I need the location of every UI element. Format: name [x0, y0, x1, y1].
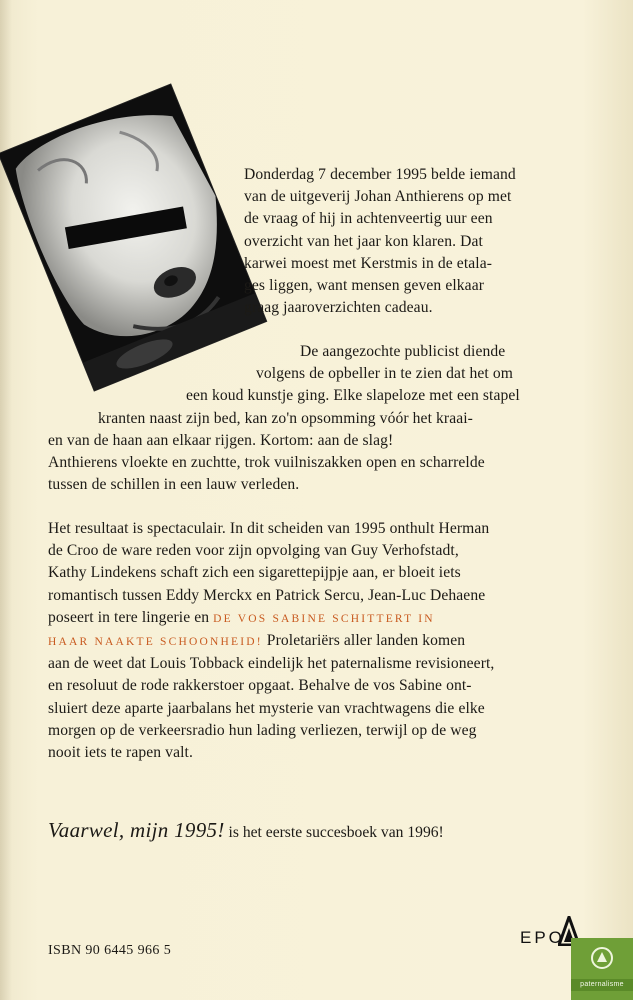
watermark-stamp [571, 938, 633, 1000]
text-line: romantisch tussen Eddy Merckx en Patrick Sercu, Jean-Luc Dehaene [48, 586, 486, 604]
book-title: Vaarwel, mijn 1995! [48, 818, 225, 842]
closing-line [48, 818, 444, 843]
text-line: en resoluut de rode rakkerstoer opgaat. Behalve de vos Sabine ont- [48, 677, 472, 695]
isbn-number: ISBN 90 6445 966 5 [48, 943, 172, 958]
text-line: Kathy Lindekens schaft zich een sigarettepijpje aan, er bloeit iets [48, 564, 461, 582]
text-line: kranten naast zijn bed, kan zo'n opsomming vóór het kraai- [98, 409, 473, 427]
publisher-logo-text: EPO [520, 928, 565, 947]
text-line: en van de haan aan elkaar rijgen. Kortom: aan de slag! [48, 431, 394, 449]
text-line: tussen de schillen in een lauw verleden. [48, 476, 300, 494]
text-line: overzicht van het jaar kon klaren. Dat [244, 232, 483, 250]
text-line: Het resultaat is spectaculair. In dit scheiden van 1995 onthult Herman [48, 520, 490, 537]
stamp-label: paternalisme [571, 979, 633, 991]
text-line: nooit iets te rapen valt. [48, 744, 193, 762]
text-line: Donderdag 7 december 1995 belde iemand [244, 166, 516, 183]
text-line: volgens de opbeller in te zien dat het om [256, 365, 513, 383]
highlighted-phrase: DE VOS SABINE SCHITTERT IN [213, 612, 435, 625]
closing-text: is het eerste succesboek van 1996! [224, 824, 444, 841]
stamp-logo-icon [590, 946, 614, 970]
text-segment: Proletariërs aller landen komen [262, 632, 466, 650]
text-line: de Croo de ware reden voor zijn opvolging van Guy Verhofstadt, [48, 542, 459, 560]
text-line: sluiert deze aparte jaarbalans het mysterie van vrachtwagens die elke [48, 699, 485, 717]
text-line: De aangezochte publicist diende [300, 343, 506, 360]
text-line: graag jaaroverzichten cadeau. [244, 299, 433, 317]
text-line: ges liggen, want mensen geven elkaar [244, 277, 485, 295]
third-paragraph [48, 518, 494, 764]
text-line: de vraag of hij in achtenveertig uur een [244, 210, 493, 228]
text-line [48, 630, 494, 653]
second-paragraph [48, 341, 520, 496]
intro-paragraph [244, 164, 516, 319]
text-line [48, 607, 494, 630]
text-line: Anthierens vloekte en zuchtte, trok vuilniszakken open en scharrelde [48, 454, 485, 472]
text-line: karwei moest met Kerstmis in de etala- [244, 254, 493, 272]
text-line: van de uitgeverij Johan Anthierens op met [244, 188, 512, 206]
highlighted-phrase: HAAR NAAKTE SCHOONHEID! [48, 636, 263, 649]
text-line: aan de weet dat Louis Tobback eindelijk het paternalisme revisioneert, [48, 655, 495, 673]
text-line: morgen op de verkeersradio hun lading verliezen, terwijl op de weg [48, 721, 477, 739]
text-line: een koud kunstje ging. Elke slapeloze met een stapel [186, 387, 520, 405]
text-segment: poseert in tere lingerie en [48, 608, 214, 626]
